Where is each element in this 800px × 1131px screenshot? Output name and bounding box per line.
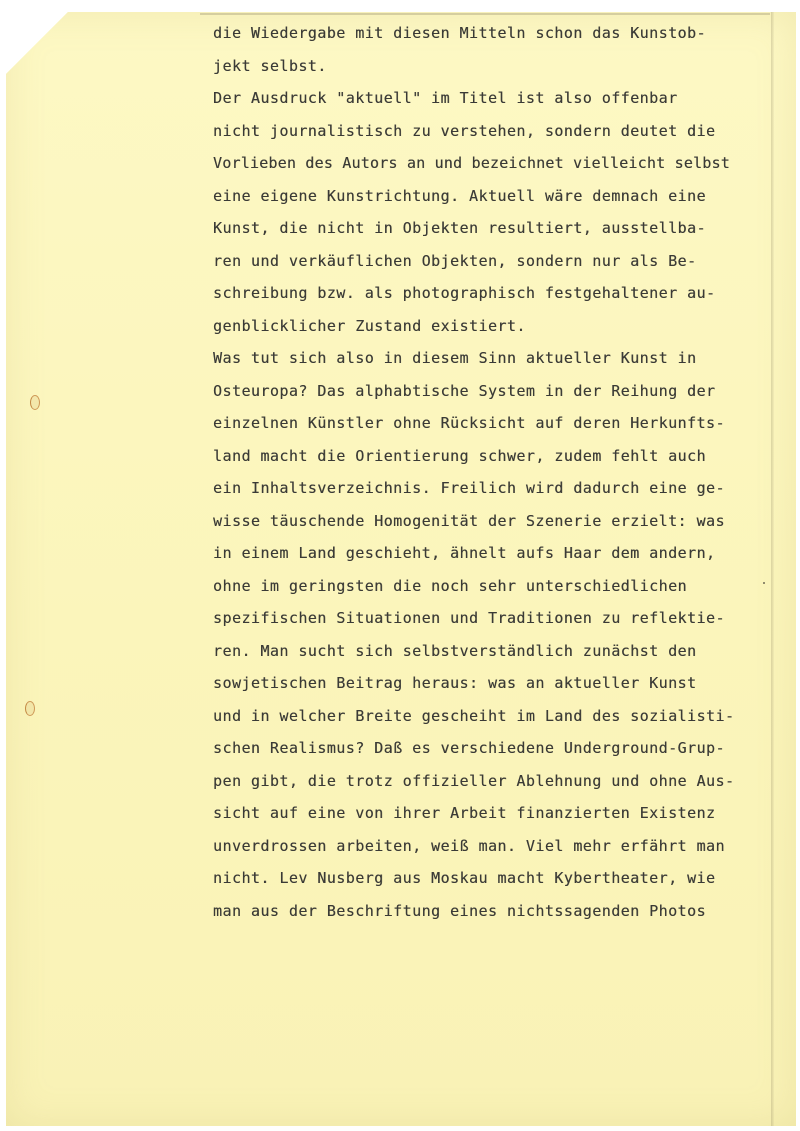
text-line: nicht. Lev Nusberg aus Moskau macht Kybertheater, wie xyxy=(213,869,716,887)
text-line: in einem Land geschieht, ähnelt aufs Haar dem andern, xyxy=(213,544,716,562)
text-line: unverdrossen arbeiten, weiß man. Viel mehr erfährt man xyxy=(213,836,725,855)
text-line: spezifischen Situationen und Traditionen zu reflektie- xyxy=(213,609,725,627)
text-line: nicht journalistisch zu verstehen, sondern deutet die xyxy=(213,121,716,140)
text-line: sowjetischen Beitrag heraus: was an aktueller Kunst xyxy=(213,674,697,692)
text-line: und in welcher Breite gescheiht im Land des sozialisti- xyxy=(213,706,735,725)
text-line: Was tut sich also in diesem Sinn aktueller Kunst in xyxy=(213,349,697,367)
paper-top-edge xyxy=(200,13,770,15)
text-line: eine eigene Kunstrichtung. Aktuell wäre demnach eine xyxy=(213,186,706,205)
text-line: schreibung bzw. als photographisch festgehaltener au- xyxy=(213,284,716,302)
text-line: die Wiedergabe mit diesen Mitteln schon das Kunstob- xyxy=(213,24,706,42)
text-line: Der Ausdruck "aktuell" im Titel ist also offenbar xyxy=(213,89,678,107)
text-line: land macht die Orientierung schwer, zudem fehlt auch xyxy=(213,446,706,465)
text-line: jekt selbst. xyxy=(213,56,327,75)
text-line: ren und verkäuflichen Objekten, sondern nur als Be- xyxy=(213,251,697,270)
text-line: ein Inhaltsverzeichnis. Freilich wird dadurch eine ge- xyxy=(213,479,725,497)
text-line: einzelnen Künstler ohne Rücksicht auf deren Herkunfts- xyxy=(213,414,725,432)
text-line: man aus der Beschriftung eines nichtssagenden Photos xyxy=(213,901,706,920)
text-line: Vorlieben des Autors an und bezeichnet vielleicht selbst xyxy=(213,154,730,172)
typed-text-body xyxy=(213,17,773,927)
text-line: Osteuropa? Das alphabtische System in der Reihung der xyxy=(213,381,716,400)
text-line: pen gibt, die trotz offizieller Ablehnung und ohne Aus- xyxy=(213,771,735,790)
text-line: schen Realismus? Daß es verschiedene Underground-Grup- xyxy=(213,739,725,757)
text-line: sicht auf eine von ihrer Arbeit finanzierten Existenz xyxy=(213,804,716,822)
text-line: wisse täuschende Homogenität der Szenerie erzielt: was xyxy=(213,511,725,530)
text-line: ohne im geringsten die noch sehr unterschiedlichen xyxy=(213,576,688,595)
punch-hole-icon xyxy=(25,701,35,716)
text-line: genblicklicher Zustand existiert. xyxy=(213,316,526,335)
punch-hole-icon xyxy=(30,395,40,410)
text-line: ren. Man sucht sich selbstverständlich zunächst den xyxy=(213,641,697,660)
text-line: Kunst, die nicht in Objekten resultiert, ausstellba- xyxy=(213,219,706,237)
